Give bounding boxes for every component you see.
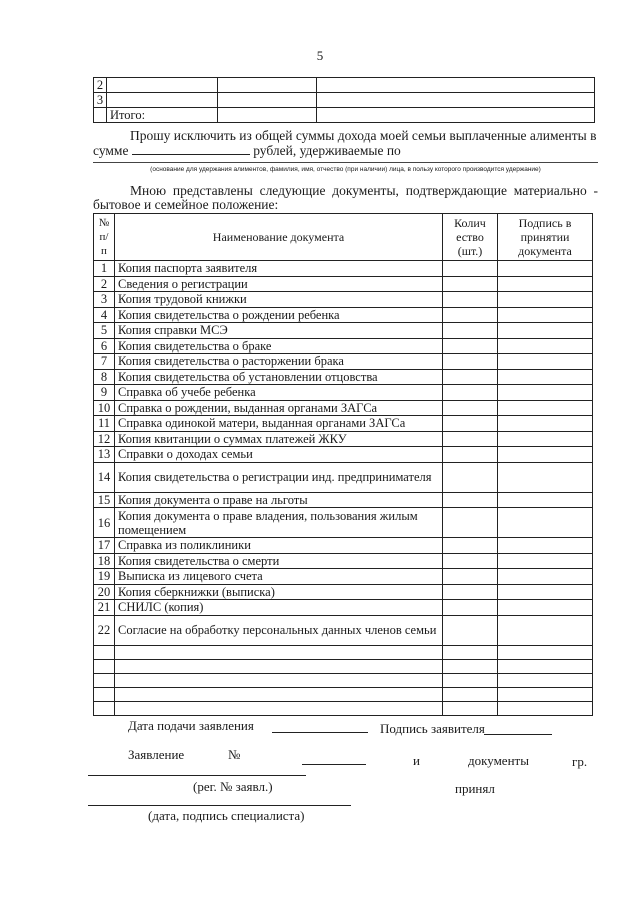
document-row bbox=[94, 292, 593, 308]
document-row-name: Копия документа о праве владения, пользования жилым помещением bbox=[115, 508, 443, 538]
document-row-quantity[interactable] bbox=[443, 553, 498, 569]
document-row-number bbox=[94, 687, 115, 701]
top-table-row bbox=[94, 108, 595, 123]
document-row-name: СНИЛС (копия) bbox=[115, 600, 443, 616]
document-row-number: 20 bbox=[94, 584, 115, 600]
document-row-number: 21 bbox=[94, 600, 115, 616]
top-row-cell[interactable] bbox=[316, 108, 594, 123]
document-row-name: Копия документа о праве на льготы bbox=[115, 492, 443, 508]
document-row-name: Копия сберкнижки (выписка) bbox=[115, 584, 443, 600]
document-row-name: Копия свидетельства о рождении ребенка bbox=[115, 307, 443, 323]
top-row-number: 3 bbox=[94, 93, 107, 108]
document-row-quantity[interactable] bbox=[443, 276, 498, 292]
document-row-quantity[interactable] bbox=[443, 687, 498, 701]
document-row-quantity[interactable] bbox=[443, 338, 498, 354]
document-row-quantity[interactable] bbox=[443, 538, 498, 554]
document-row bbox=[94, 431, 593, 447]
document-row-number: 2 bbox=[94, 276, 115, 292]
specialist-caption: (дата, подпись специалиста) bbox=[148, 808, 305, 823]
document-row-signature[interactable] bbox=[498, 462, 593, 492]
sum-label: сумме bbox=[93, 143, 129, 158]
header-doc-name: Наименование документа bbox=[115, 214, 443, 261]
document-row-name: Копия свидетельства о расторжении брака bbox=[115, 354, 443, 370]
sign-label: Подпись заявителя bbox=[380, 721, 485, 736]
document-row bbox=[94, 400, 593, 416]
document-row-signature[interactable] bbox=[498, 569, 593, 585]
document-row-signature[interactable] bbox=[498, 538, 593, 554]
top-row-cell[interactable] bbox=[316, 93, 594, 108]
document-row-number: 7 bbox=[94, 354, 115, 370]
document-row bbox=[94, 447, 593, 463]
document-row-name: Справки о доходах семьи bbox=[115, 447, 443, 463]
document-row-number: 5 bbox=[94, 323, 115, 339]
document-row-quantity[interactable] bbox=[443, 645, 498, 659]
document-row bbox=[94, 261, 593, 277]
document-row-name bbox=[115, 687, 443, 701]
document-row-number: 6 bbox=[94, 338, 115, 354]
document-row-name: Справка об учебе ребенка bbox=[115, 385, 443, 401]
document-row-quantity[interactable] bbox=[443, 569, 498, 585]
document-row-signature[interactable] bbox=[498, 338, 593, 354]
document-row-number: 8 bbox=[94, 369, 115, 385]
top-row-cell[interactable] bbox=[316, 78, 594, 93]
document-row bbox=[94, 584, 593, 600]
document-row-number: 22 bbox=[94, 615, 115, 645]
top-table-row bbox=[94, 93, 595, 108]
document-row-signature[interactable] bbox=[498, 400, 593, 416]
document-row bbox=[94, 538, 593, 554]
document-row bbox=[94, 369, 593, 385]
document-row-quantity[interactable] bbox=[443, 431, 498, 447]
document-row bbox=[94, 600, 593, 616]
document-row-name: Копия справки МСЭ bbox=[115, 323, 443, 339]
document-row-name: Справка одинокой матери, выданная органами ЗАГСа bbox=[115, 416, 443, 432]
documents-table bbox=[93, 213, 593, 716]
document-row-signature[interactable] bbox=[498, 584, 593, 600]
and-text: и bbox=[413, 753, 420, 768]
docs-intro: Мною представлены следующие документы, подтверждающие материально - бытовое и семейное положение: bbox=[93, 183, 598, 212]
top-row-cell[interactable] bbox=[217, 108, 316, 123]
document-row-quantity[interactable] bbox=[443, 385, 498, 401]
document-row-name: Копия свидетельства о регистрации инд. предпринимателя bbox=[115, 462, 443, 492]
alimony-paragraph bbox=[93, 128, 598, 158]
header-signature: Подпись в принятии документа bbox=[498, 214, 593, 261]
document-row bbox=[94, 508, 593, 538]
document-row bbox=[94, 276, 593, 292]
top-row-label bbox=[106, 78, 217, 93]
document-row-name: Сведения о регистрации bbox=[115, 276, 443, 292]
document-row-name bbox=[115, 701, 443, 715]
document-row-quantity[interactable] bbox=[443, 261, 498, 277]
top-row-label: Итого: bbox=[106, 108, 217, 123]
document-row bbox=[94, 323, 593, 339]
document-row-number: 9 bbox=[94, 385, 115, 401]
date-label: Дата подачи заявления bbox=[128, 718, 254, 733]
document-row-number: 11 bbox=[94, 416, 115, 432]
sign-field[interactable] bbox=[484, 734, 552, 735]
document-row-signature[interactable] bbox=[498, 261, 593, 277]
document-row-signature[interactable] bbox=[498, 431, 593, 447]
document-row-signature[interactable] bbox=[498, 385, 593, 401]
document-row bbox=[94, 492, 593, 508]
after-sum-text: рублей, удерживаемые по bbox=[253, 143, 401, 158]
document-row bbox=[94, 687, 593, 701]
document-row-number: 1 bbox=[94, 261, 115, 277]
document-row bbox=[94, 553, 593, 569]
document-row-number bbox=[94, 701, 115, 715]
document-row-signature[interactable] bbox=[498, 553, 593, 569]
document-row-name: Копия свидетельства о браке bbox=[115, 338, 443, 354]
sum-field[interactable] bbox=[132, 143, 250, 155]
document-row-quantity[interactable] bbox=[443, 354, 498, 370]
document-row-signature[interactable] bbox=[498, 645, 593, 659]
document-row-quantity[interactable] bbox=[443, 292, 498, 308]
document-row-name: Выписка из лицевого счета bbox=[115, 569, 443, 585]
page-number: 5 bbox=[316, 48, 324, 63]
document-row-number: 18 bbox=[94, 553, 115, 569]
document-row bbox=[94, 645, 593, 659]
document-row bbox=[94, 673, 593, 687]
top-row-label bbox=[106, 93, 217, 108]
document-row bbox=[94, 462, 593, 492]
document-row bbox=[94, 385, 593, 401]
document-row-number bbox=[94, 659, 115, 673]
document-row-signature[interactable] bbox=[498, 292, 593, 308]
document-row-signature[interactable] bbox=[498, 307, 593, 323]
document-row bbox=[94, 338, 593, 354]
documents-table-header bbox=[94, 214, 593, 261]
document-row-number: 10 bbox=[94, 400, 115, 416]
document-row-number: 12 bbox=[94, 431, 115, 447]
document-row-signature[interactable] bbox=[498, 492, 593, 508]
document-row-quantity[interactable] bbox=[443, 492, 498, 508]
document-row-quantity[interactable] bbox=[443, 673, 498, 687]
documents-text: документы bbox=[468, 753, 529, 768]
document-row-signature[interactable] bbox=[498, 508, 593, 538]
document-row-name: Копия паспорта заявителя bbox=[115, 261, 443, 277]
document-row-quantity[interactable] bbox=[443, 323, 498, 339]
document-row-quantity[interactable] bbox=[443, 447, 498, 463]
document-row-quantity[interactable] bbox=[443, 508, 498, 538]
document-row-name: Копия свидетельства о смерти bbox=[115, 553, 443, 569]
document-row-quantity[interactable] bbox=[443, 701, 498, 715]
reg-number-caption: (рег. № заявл.) bbox=[193, 779, 273, 794]
document-row bbox=[94, 701, 593, 715]
document-row-quantity[interactable] bbox=[443, 400, 498, 416]
document-row-name: Копия трудовой книжки bbox=[115, 292, 443, 308]
document-row-name bbox=[115, 673, 443, 687]
document-row-name: Согласие на обработку персональных данных членов семьи bbox=[115, 615, 443, 645]
document-row bbox=[94, 416, 593, 432]
document-row-signature[interactable] bbox=[498, 701, 593, 715]
reg-number-field[interactable] bbox=[88, 775, 306, 776]
specialist-field[interactable] bbox=[88, 805, 351, 806]
document-row-signature[interactable] bbox=[498, 354, 593, 370]
document-row-quantity[interactable] bbox=[443, 462, 498, 492]
document-row-number: 14 bbox=[94, 462, 115, 492]
top-row-number: 2 bbox=[94, 78, 107, 93]
document-row-name: Копия квитанции о суммах платежей ЖКУ bbox=[115, 431, 443, 447]
statement-label: Заявление bbox=[128, 747, 185, 762]
alimony-note: (основание для удержания алиментов, фамилия, имя, отчество (при наличии) лица, в пользу которого производится удержание) bbox=[93, 162, 598, 173]
document-row-quantity[interactable] bbox=[443, 600, 498, 616]
document-row-number: 17 bbox=[94, 538, 115, 554]
document-row-number: 19 bbox=[94, 569, 115, 585]
gr-text: гр. bbox=[572, 754, 588, 769]
document-row-number: 16 bbox=[94, 508, 115, 538]
document-row-quantity[interactable] bbox=[443, 416, 498, 432]
document-row bbox=[94, 307, 593, 323]
document-row-number: 13 bbox=[94, 447, 115, 463]
header-quantity: Колич ество (шт.) bbox=[443, 214, 498, 261]
document-row bbox=[94, 569, 593, 585]
document-row-signature[interactable] bbox=[498, 659, 593, 673]
top-row-number bbox=[94, 108, 107, 123]
document-row-name bbox=[115, 659, 443, 673]
document-row bbox=[94, 615, 593, 645]
document-row-number: 3 bbox=[94, 292, 115, 308]
date-field[interactable] bbox=[272, 732, 368, 733]
document-row-name: Справка о рождении, выданная органами ЗАГСа bbox=[115, 400, 443, 416]
number-sign: № bbox=[228, 747, 241, 762]
document-row-signature[interactable] bbox=[498, 615, 593, 645]
document-row-name: Справка из поликлиники bbox=[115, 538, 443, 554]
document-row-signature[interactable] bbox=[498, 369, 593, 385]
document-row-number: 15 bbox=[94, 492, 115, 508]
document-row-name: Копия свидетельства об установлении отцовства bbox=[115, 369, 443, 385]
top-table-row bbox=[94, 78, 595, 93]
document-row-signature[interactable] bbox=[498, 687, 593, 701]
document-row-name bbox=[115, 645, 443, 659]
statement-number-field[interactable] bbox=[302, 764, 366, 765]
document-row-signature[interactable] bbox=[498, 323, 593, 339]
document-row-quantity[interactable] bbox=[443, 307, 498, 323]
document-row-signature[interactable] bbox=[498, 447, 593, 463]
document-row-quantity[interactable] bbox=[443, 659, 498, 673]
document-row bbox=[94, 354, 593, 370]
top-table bbox=[93, 77, 595, 123]
document-row-signature[interactable] bbox=[498, 276, 593, 292]
document-row-quantity[interactable] bbox=[443, 584, 498, 600]
accepted-text: принял bbox=[455, 781, 495, 796]
document-row-quantity[interactable] bbox=[443, 615, 498, 645]
document-row bbox=[94, 659, 593, 673]
document-row-signature[interactable] bbox=[498, 416, 593, 432]
top-row-cell[interactable] bbox=[217, 78, 316, 93]
document-row-signature[interactable] bbox=[498, 673, 593, 687]
header-number: № п/ п bbox=[94, 214, 115, 261]
document-row-number bbox=[94, 673, 115, 687]
document-row-quantity[interactable] bbox=[443, 369, 498, 385]
document-row-number bbox=[94, 645, 115, 659]
top-row-cell[interactable] bbox=[217, 93, 316, 108]
document-row-number: 4 bbox=[94, 307, 115, 323]
document-row-signature[interactable] bbox=[498, 600, 593, 616]
alimony-line1: Прошу исключить из общей суммы дохода моей семьи выплаченные алименты в bbox=[130, 128, 597, 143]
